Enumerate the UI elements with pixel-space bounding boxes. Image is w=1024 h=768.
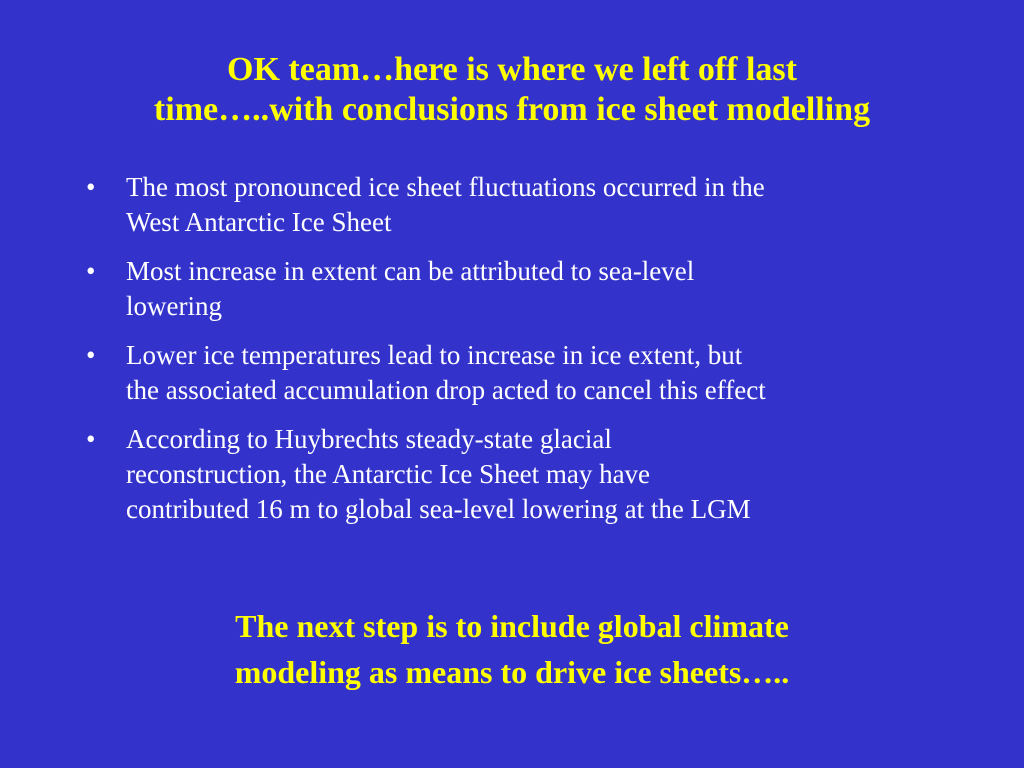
slide-title-line: time…..with conclusions from ice sheet modelling xyxy=(153,91,871,128)
bullet-text-line: Lower ice temperatures lead to increase in ice extent, but xyxy=(126,340,743,370)
conclusion-line: modeling as means to drive ice sheets….. xyxy=(234,654,790,690)
bullet-text-line: lowering xyxy=(126,291,222,321)
bullet-dot-icon: • xyxy=(86,256,96,286)
bullet-dot-icon: • xyxy=(86,340,96,370)
bullet-item xyxy=(86,254,966,324)
conclusion-line: The next step is to include global climate xyxy=(235,608,789,644)
bullet-text-line: West Antarctic Ice Sheet xyxy=(126,207,392,237)
bullet-dot-icon: • xyxy=(86,172,96,202)
bullet-list xyxy=(86,170,966,541)
bullet-text-line: contributed 16 m to global sea-level lowering at the LGM xyxy=(126,494,751,524)
bullet-item xyxy=(86,170,966,240)
conclusion-heading xyxy=(40,603,984,695)
bullet-text-line: The most pronounced ice sheet fluctuations occurred in the xyxy=(126,172,765,202)
bullet-text-line: reconstruction, the Antarctic Ice Sheet may have xyxy=(126,459,651,489)
slide-title-line: OK team…here is where we left off last xyxy=(227,51,797,88)
bullet-dot-icon: • xyxy=(86,424,96,454)
slide-title xyxy=(40,50,984,130)
bullet-text-line: Most increase in extent can be attributed to sea-level xyxy=(126,256,695,286)
bullet-text-line: According to Huybrechts steady-state glacial xyxy=(126,424,612,454)
bullet-text-line: the associated accumulation drop acted to cancel this effect xyxy=(126,375,766,405)
bullet-item xyxy=(86,338,966,408)
bullet-item xyxy=(86,422,966,527)
